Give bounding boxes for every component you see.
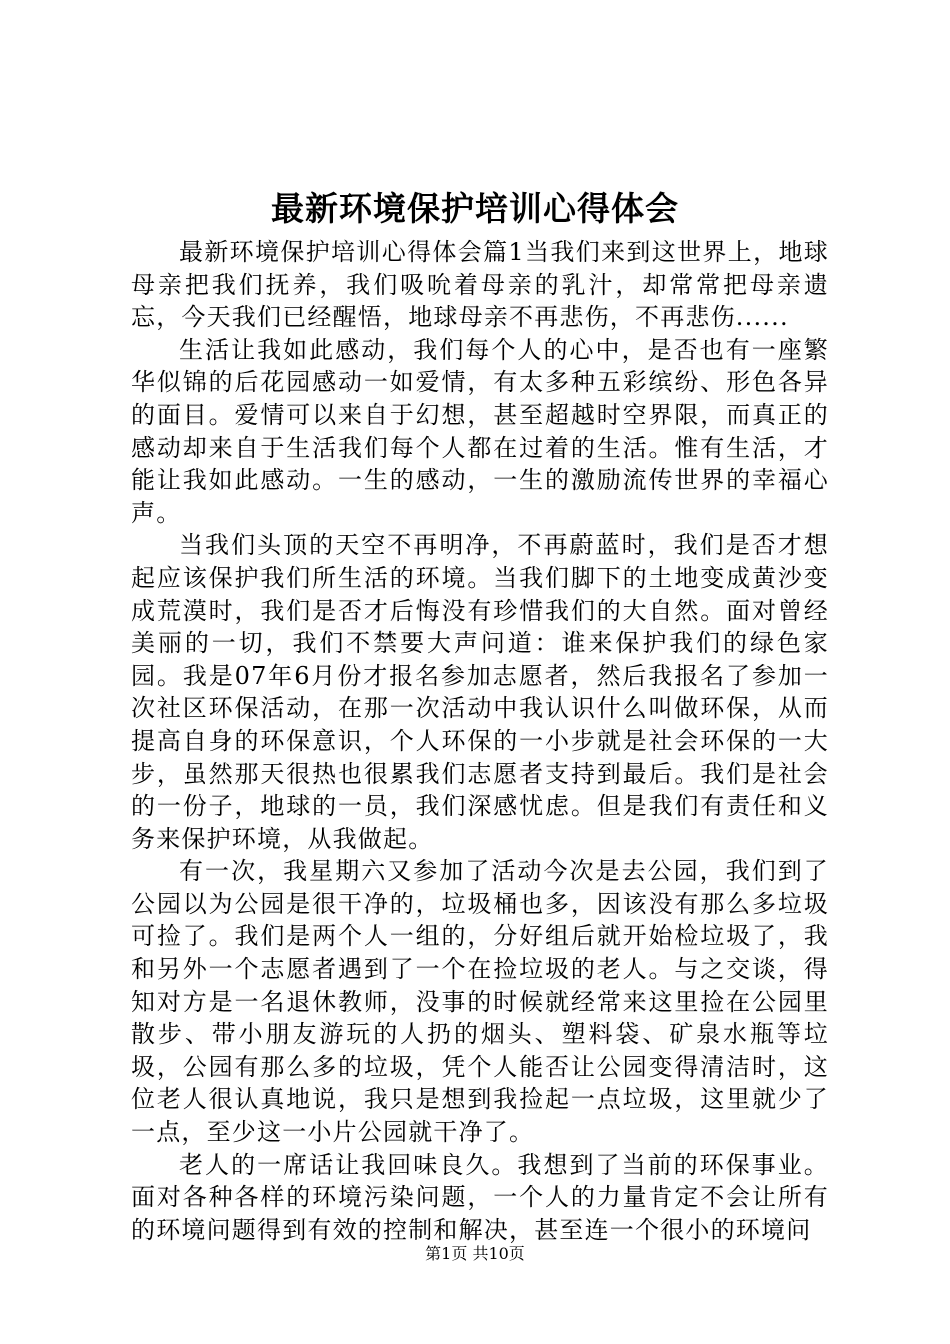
paragraph-4: 有一次，我星期六又参加了活动今次是去公园，我们到了公园以为公园是很干净的，垃圾桶也多，因该没有那么多垃圾可捡了。我们是两个人一组的，分好组后就开始检垃圾了，我和另外一个志愿者遇到了一个在捡垃圾的老人。与之交谈，得知对方是一名退休教师，没事的时候就经常来这里捡在公园里散步、带小朋友游玩的人扔的烟头、塑料袋、矿泉水瓶等垃圾，公园有那么多的垃圾，凭个人能否让公园变得清洁时，这位老人很认真地说，我只是想到我捡起一点垃圾，这里就少了一点，至少这一小片公园就干净了。	[131, 857, 829, 1147]
page-number: 第1页 共10页	[425, 1244, 525, 1263]
paragraph-2: 生活让我如此感动，我们每个人的心中，是否也有一座繁华似锦的后花园感动一如爱情，有太多种五彩缤纷、形色各异的面目。爱情可以来自于幻想，甚至超越时空界限，而真正的感动却来自于生活我们每个人都在过着的生活。惟有生活，才能让我如此感动。一生的感动，一生的激励流传世界的幸福心声。	[131, 335, 829, 527]
paragraph-3: 当我们头顶的天空不再明净，不再蔚蓝时，我们是否才想起应该保护我们所生活的环境。当我们脚下的土地变成黄沙变成荒漠时，我们是否才后悔没有珍惜我们的大自然。面对曾经美丽的一切，我们不禁要大声问道：谁来保护我们的绿色家园。我是07年6月份才报名参加志愿者，然后我报名了参加一次社区环保活动，在那一次活动中我认识什么叫做环保，从而提高自身的环保意识，个人环保的一小步就是社会环保的一大步，虽然那天很热也很累我们志愿者支持到最后。我们是社会的一份子，地球的一员，我们深感忧虑。但是我们有责任和义务来保护环境，从我做起。	[131, 531, 829, 853]
paragraph-1: 最新环境保护培训心得体会篇1当我们来到这世界上，地球母亲把我们抚养，我们吸吮着母亲的乳汁，却常常把母亲遗忘，今天我们已经醒悟，地球母亲不再悲伤，不再悲伤......	[131, 238, 829, 332]
document-title: 最新环境保护培训心得体会	[271, 189, 679, 228]
paragraph-5: 老人的一席话让我回味良久。我想到了当前的环保事业。面对各种各样的环境污染问题，一个人的力量肯定不会让所有的环境问题得到有效的控制和解决，甚至连一个很小的环境问	[131, 1150, 829, 1244]
page-footer	[0, 1243, 950, 1265]
document-body	[131, 236, 829, 1246]
